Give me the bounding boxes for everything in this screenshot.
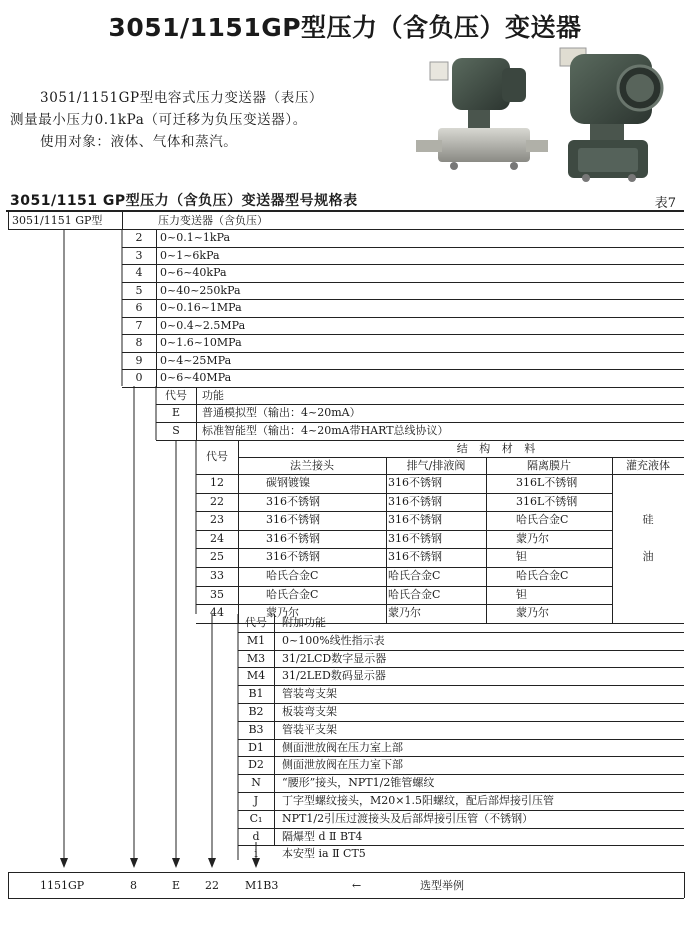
function-label: 标准智能型（输出：4~20mA带HART总线协议）: [202, 424, 449, 438]
material-valve: 316不锈钢: [388, 476, 442, 489]
materials-divider: [386, 457, 387, 623]
material-code: 12: [210, 476, 224, 489]
option-code: J: [253, 794, 259, 807]
example-bottom-border: [8, 898, 684, 899]
option-code: N: [251, 776, 261, 790]
range-code: 9: [135, 353, 143, 367]
option-label: 31/2LED数码显示器: [282, 669, 386, 683]
option-code: D2: [248, 758, 264, 772]
materials-code-header: 代号: [206, 450, 228, 463]
materials-divider: [612, 457, 613, 623]
material-diaphragm: 钽: [516, 587, 527, 601]
range-code: 7: [135, 318, 143, 332]
header-description: 压力变送器（含负压）: [158, 214, 268, 227]
material-valve: 哈氏合金C: [388, 587, 441, 601]
example-range: 8: [130, 879, 137, 892]
function-label: 普通模拟型（输出：4~20mA）: [202, 406, 361, 420]
material-flange: 哈氏合金C: [266, 587, 319, 601]
materials-col-flange: 法兰接头: [290, 459, 334, 472]
range-code: 0: [135, 371, 143, 384]
material-flange: 哈氏合金C: [266, 569, 319, 582]
option-code: B1: [248, 687, 264, 701]
materials-col-fluid: 灌充液体: [626, 459, 670, 472]
option-code: i: [254, 847, 258, 861]
option-code: M3: [246, 651, 266, 665]
example-material: 22: [205, 879, 219, 892]
intro-line-3: 使用对象：液体、气体和蒸汽。: [40, 134, 238, 150]
material-flange: 316不锈钢: [266, 531, 320, 545]
options-label-header: 附加功能: [282, 616, 326, 629]
option-code: M1: [246, 633, 266, 647]
option-label: “腰形”接头，NPT1/2锥管螺纹: [282, 776, 435, 790]
option-label: 板装弯支架: [282, 705, 337, 718]
material-diaphragm: 钽: [516, 550, 527, 564]
material-diaphragm: 316L不锈钢: [516, 494, 578, 508]
materials-divider: [486, 457, 487, 623]
option-code: B2: [248, 705, 264, 718]
option-label: 管装弯支架: [282, 687, 337, 701]
header-model: 3051/1151 GP型: [12, 214, 103, 227]
option-code: C₁: [249, 811, 263, 825]
example-right-border: [684, 872, 685, 898]
example-arrow: ←: [352, 879, 362, 892]
example-label: 选型举例: [420, 879, 464, 892]
range-label: 0~0.4~2.5MPa: [160, 318, 246, 332]
option-label: 31/2LCD数字显示器: [282, 651, 387, 665]
range-label: 0~0.1~1kPa: [160, 231, 231, 244]
material-valve: 316不锈钢: [388, 531, 442, 545]
range-code: 2: [135, 231, 143, 244]
material-diaphragm: 蒙乃尔: [516, 531, 549, 545]
intro-line-2: 测量最小压力0.1kPa（可迁移为负压变送器）。: [10, 112, 307, 128]
example-model: 1151GP: [40, 879, 85, 892]
section-title: 3051/1151 GP型压力（含负压）变送器型号规格表: [10, 193, 358, 209]
material-code: 33: [210, 569, 224, 582]
material-flange: 316不锈钢: [266, 550, 320, 564]
range-code: 8: [135, 336, 143, 349]
materials-col-diaphragm: 隔离膜片: [527, 459, 571, 472]
range-label: 0~6~40kPa: [160, 266, 227, 279]
example-options: M1B3: [245, 879, 279, 892]
range-label: 0~40~250kPa: [160, 283, 241, 297]
range-label: 0~1~6kPa: [160, 248, 220, 262]
option-label: 本安型 ia Ⅱ CT5: [282, 847, 366, 861]
material-flange: 蒙乃尔: [266, 606, 299, 620]
range-label: 0~4~25MPa: [160, 353, 232, 367]
materials-divider: [238, 440, 239, 623]
function-label-header: 功能: [202, 388, 224, 402]
material-diaphragm: 蒙乃尔: [516, 606, 549, 620]
example-top-border: [8, 872, 684, 873]
function-code-divider: [196, 387, 197, 440]
range-code: 6: [135, 301, 143, 314]
materials-col-valve: 排气/排液阀: [406, 459, 466, 472]
option-label: 隔爆型 d Ⅱ BT4: [282, 829, 363, 843]
range-label: 0~6~40MPa: [160, 371, 232, 384]
option-code: D1: [248, 740, 264, 754]
material-flange: 316不锈钢: [266, 494, 320, 508]
material-code: 23: [210, 513, 224, 527]
range-code: 4: [135, 266, 143, 279]
material-valve: 蒙乃尔: [388, 606, 421, 620]
option-label: 丁字型螺纹接头，M20×1.5阳螺纹，配后部焊接引压管: [282, 794, 554, 807]
intro-line-1: 3051/1151GP型电容式压力变送器（表压）: [40, 90, 324, 106]
material-code: 35: [210, 587, 224, 601]
material-valve: 316不锈钢: [388, 494, 442, 508]
range-label: 0~1.6~10MPa: [160, 336, 242, 349]
options-code-header: 代号: [245, 616, 267, 629]
option-code: M4: [246, 669, 266, 683]
material-valve: 哈氏合金C: [388, 569, 441, 582]
range-code-divider: [156, 229, 157, 387]
option-label: NPT1/2引压过渡接头及后部焊接引压管（不锈钢）: [282, 811, 534, 825]
material-diaphragm: 哈氏合金C: [516, 513, 569, 527]
option-code: B3: [248, 722, 264, 736]
option-label: 侧面泄放阀在压力室上部: [282, 740, 403, 754]
materials-group-header: 结 构 材 料: [456, 442, 540, 455]
range-label: 0~0.16~1MPa: [160, 301, 242, 314]
option-label: 侧面泄放阀在压力室下部: [282, 758, 403, 772]
page-title: 3051/1151GP型压力（含负压）变送器: [108, 13, 582, 42]
example-left-border: [8, 872, 9, 898]
option-label: 0~100%线性指示表: [282, 633, 385, 647]
materials-fluid-bottom: [612, 623, 684, 624]
material-flange: 碳钢镀镍: [266, 476, 310, 489]
range-code: 3: [135, 248, 143, 262]
table-number: 表7: [654, 196, 676, 211]
function-code: E: [171, 406, 181, 420]
material-diaphragm: 316L不锈钢: [516, 476, 578, 489]
function-code: S: [172, 424, 180, 438]
material-code: 24: [210, 531, 224, 545]
options-code-divider: [274, 614, 275, 845]
material-flange: 316不锈钢: [266, 513, 320, 527]
option-label: 管装平支架: [282, 722, 337, 736]
material-code: 22: [210, 494, 224, 508]
function-code-header: 代号: [165, 388, 187, 402]
fill-fluid-char: 硅: [642, 513, 654, 527]
material-valve: 316不锈钢: [388, 550, 442, 564]
material-valve: 316不锈钢: [388, 513, 442, 527]
fill-fluid-char: 油: [642, 550, 654, 564]
material-diaphragm: 哈氏合金C: [516, 569, 569, 582]
option-code: d: [252, 829, 260, 843]
example-function: E: [172, 879, 181, 892]
range-code: 5: [135, 283, 143, 297]
material-code: 25: [210, 550, 224, 564]
material-code: 44: [210, 606, 224, 620]
